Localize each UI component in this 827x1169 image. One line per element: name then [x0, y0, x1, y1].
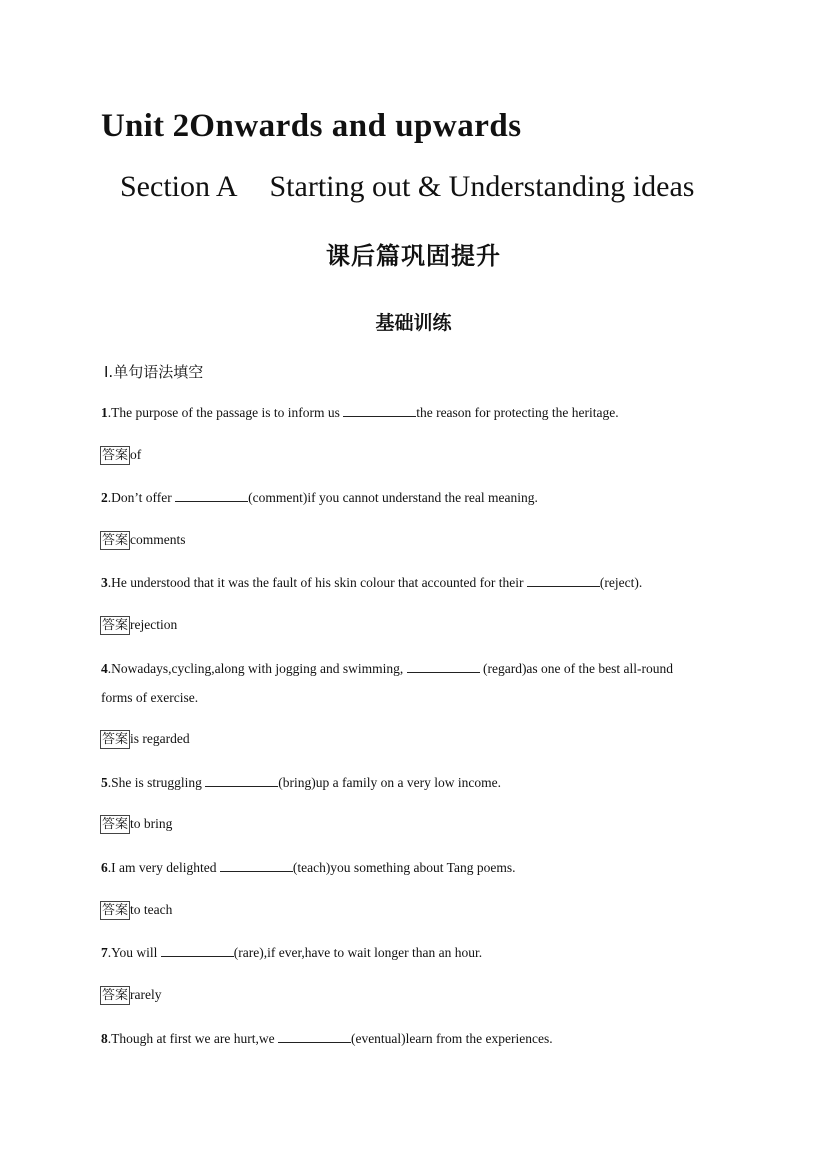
- question-7: 7.You will (rare),if ever,have to wait longer than an hour.: [101, 945, 483, 960]
- question-6: 6.I am very delighted (teach)you something about Tang poems.: [101, 860, 516, 875]
- question-1: 1.The purpose of the passage is to inform us the reason for protecting the heritage.: [101, 405, 619, 420]
- answer-3: [100, 616, 177, 635]
- unit-title: [101, 108, 522, 145]
- part-heading: Ⅰ.单句语法填空: [104, 363, 204, 381]
- section-name: Starting out & Understanding ideas: [269, 170, 695, 203]
- answer-blank[interactable]: [220, 859, 293, 872]
- answer-label: 答案: [102, 732, 129, 747]
- page-subtitle: 课后篇巩固提升: [326, 242, 501, 270]
- answer-4: [100, 730, 190, 749]
- answer-blank[interactable]: [161, 944, 234, 957]
- answer-blank[interactable]: [278, 1030, 351, 1043]
- question-2: 2.Don’t offer (comment)if you cannot understand the real meaning.: [101, 490, 538, 505]
- answer-6: [100, 901, 172, 920]
- answer-blank[interactable]: [527, 574, 600, 587]
- answer-text: of: [130, 447, 142, 462]
- answer-label: 答案: [102, 618, 129, 633]
- answer-text: to teach: [130, 902, 173, 917]
- answer-text: rarely: [130, 987, 162, 1002]
- question-5: 5.She is struggling (bring)up a family on a very low income.: [101, 775, 501, 790]
- answer-7: [100, 986, 162, 1005]
- answer-blank[interactable]: [343, 404, 416, 417]
- answer-5: [100, 815, 172, 834]
- answer-blank[interactable]: [175, 489, 248, 502]
- section-label: Section A: [120, 170, 238, 203]
- answer-label: 答案: [102, 817, 129, 832]
- question-8: 8.Though at first we are hurt,we (eventual)learn from the experiences.: [101, 1031, 553, 1046]
- unit-name: Onwards and upwards: [189, 108, 522, 144]
- answer-blank[interactable]: [407, 660, 480, 673]
- answer-label: 答案: [102, 903, 129, 918]
- answer-label: 答案: [102, 533, 129, 548]
- answer-label: 答案: [102, 988, 129, 1003]
- answer-1: [100, 446, 141, 465]
- answer-text: rejection: [130, 617, 178, 632]
- answer-2: [100, 531, 186, 550]
- answer-text: to bring: [130, 816, 173, 831]
- answer-text: is regarded: [130, 731, 190, 746]
- section-title: [120, 170, 694, 204]
- question-3: 3.He understood that it was the fault of his skin colour that accounted for their (reject).: [101, 575, 643, 590]
- section-heading: 基础训练: [375, 312, 452, 334]
- question-4: 4.Nowadays,cycling,along with jogging and swimming, (regard)as one of the best all-round forms of exercise.: [101, 661, 674, 705]
- answer-text: comments: [130, 532, 186, 547]
- answer-blank[interactable]: [205, 774, 278, 787]
- answer-label: 答案: [102, 448, 129, 463]
- unit-label: Unit 2: [101, 108, 190, 144]
